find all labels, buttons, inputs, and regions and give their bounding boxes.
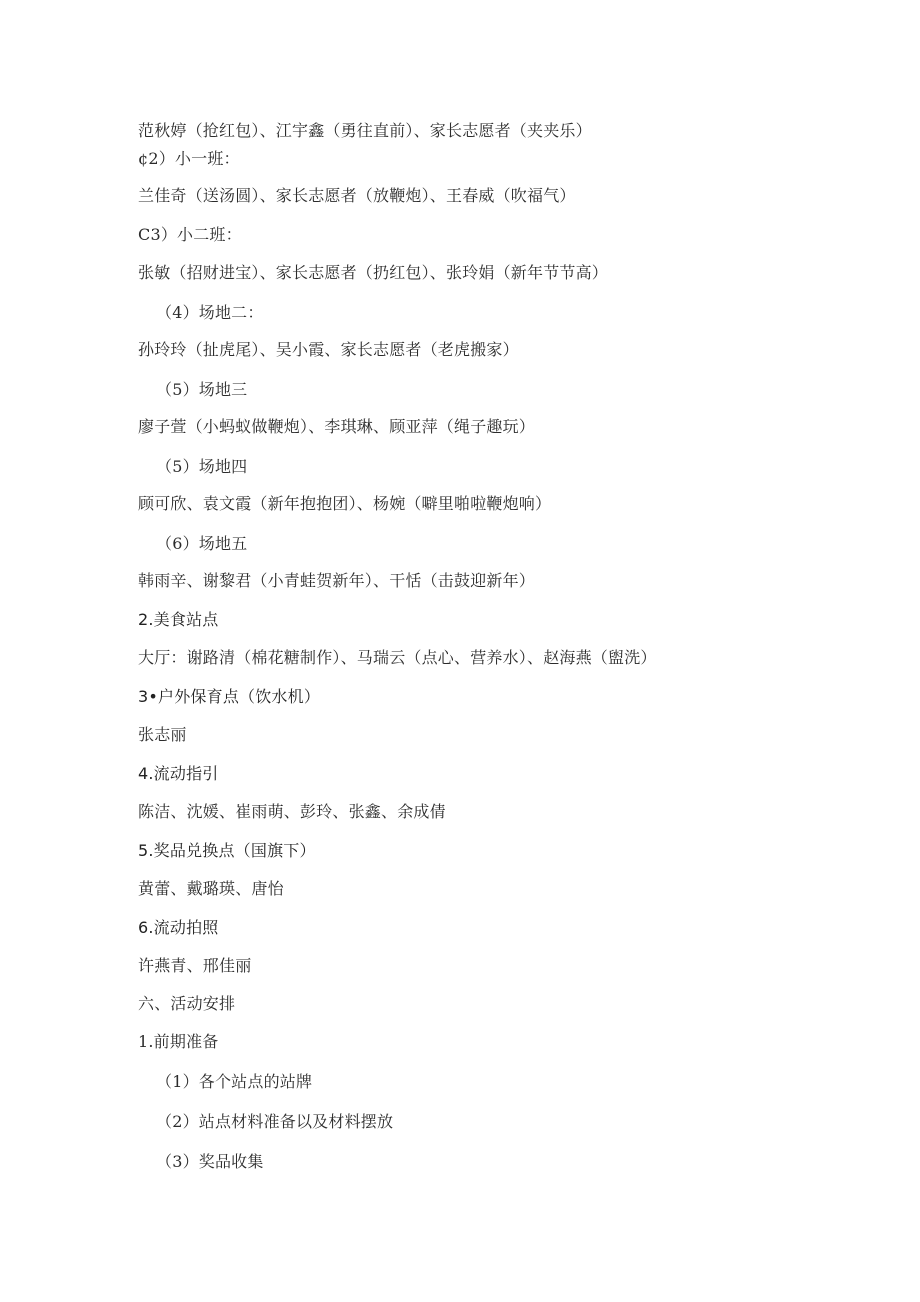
prep-item-3: （3）奖品收集 <box>156 1152 264 1171</box>
heading-roaming-guide: 4.流动指引 <box>138 764 219 783</box>
staff-line-roaming-photo: 许燕青、邢佳丽 <box>138 956 252 975</box>
staff-line-food-station: 大厅：谢路清（棉花糖制作）、马瑞云（点心、营养水）、赵海燕（盥洗） <box>138 648 657 667</box>
staff-line-outdoor-care: 张志丽 <box>138 725 187 744</box>
staff-line-venue-5: 韩雨辛、谢黎君（小青蛙贺新年）、干恬（击鼓迎新年） <box>138 571 536 590</box>
staff-line-grade-1: 范秋婷（抢红包）、江宇鑫（勇往直前）、家长志愿者（夹夹乐） <box>138 121 592 140</box>
staff-line-xiaoyi: 兰佳奇（送汤圆）、家长志愿者（放鞭炮）、王春威（吹福气） <box>138 186 576 205</box>
heading-outdoor-care: 3•户外保育点（饮水机） <box>138 687 321 706</box>
heading-prize-exchange: 5.奖品兑换点（国旗下） <box>138 841 316 860</box>
staff-line-venue-3: 廖子萱（小蚂蚁做鞭炮）、李琪琳、顾亚萍（绳子趣玩） <box>138 417 536 436</box>
subsection-preparation: 1.前期准备 <box>138 1032 219 1051</box>
staff-line-venue-2: 孙玲玲（扯虎尾）、吴小霞、家长志愿者（老虎搬家） <box>138 340 519 359</box>
staff-line-prize-exchange: 黄蕾、戴璐瑛、唐怡 <box>138 879 284 898</box>
section-venue-3: （5）场地三 <box>156 380 248 399</box>
prep-item-1: （1）各个站点的站牌 <box>156 1072 313 1091</box>
staff-line-roaming-guide: 陈洁、沈媛、崔雨萌、彭玲、张鑫、余成倩 <box>138 802 446 821</box>
staff-line-venue-4: 顾可欣、袁文霞（新年抱抱团）、杨婉（噼里啪啦鞭炮响） <box>138 494 552 513</box>
section-venue-5: （6）场地五 <box>156 534 248 553</box>
section-venue-4: （5）场地四 <box>156 457 248 476</box>
staff-line-xiaoer: 张敏（招财进宝）、家长志愿者（扔红包）、张玲娟（新年节节高） <box>138 263 609 282</box>
section-activity-plan: 六、活动安排 <box>138 994 236 1013</box>
prep-item-2: （2）站点材料准备以及材料摆放 <box>156 1112 394 1131</box>
section-venue-2: （4）场地二： <box>156 303 264 322</box>
heading-food-station: 2.美食站点 <box>138 610 219 629</box>
heading-roaming-photo: 6.流动拍照 <box>138 918 219 937</box>
section-xiaoer-class: C3）小二班： <box>138 225 242 244</box>
section-xiaoyi-class: ¢2）小一班： <box>138 149 240 168</box>
